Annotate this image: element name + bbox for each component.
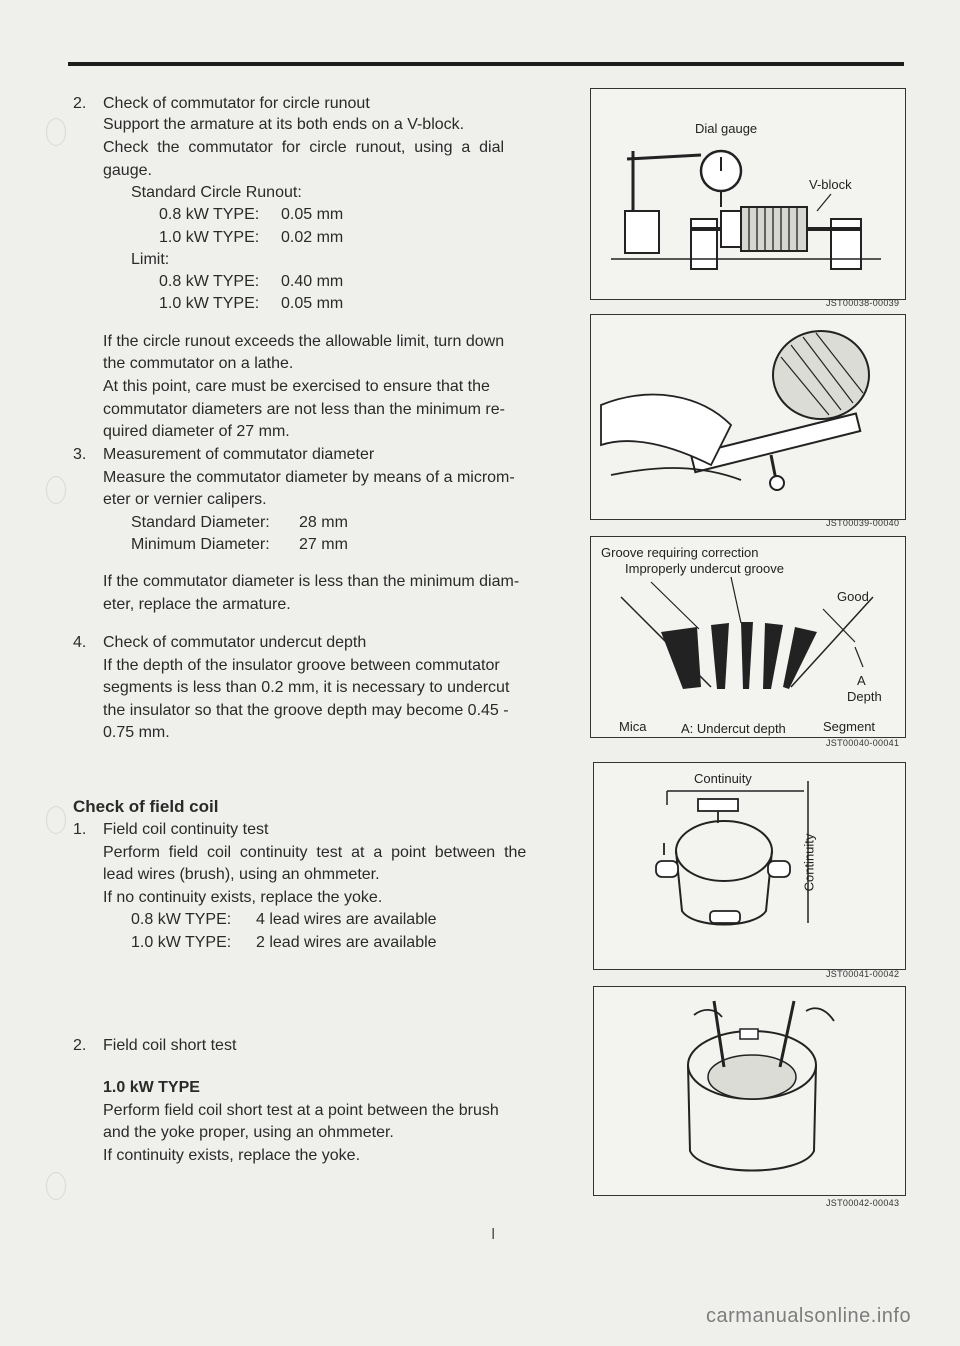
- segment-label: Segment: [823, 719, 876, 734]
- v-block-label: V-block: [809, 177, 852, 192]
- spec-type: 1.0 kW TYPE:: [159, 295, 260, 312]
- fc-item-1-line: Perform field coil continuity test at a point between the: [103, 844, 527, 861]
- figure-undercut: [590, 536, 906, 738]
- item-4-line: the insulator so that the groove depth may become 0.45 -: [103, 702, 509, 719]
- fc-item-1-line: lead wires (brush), using an ohmmeter.: [103, 866, 380, 883]
- figure-calipers: [590, 314, 906, 520]
- fc-item-2-title: Field coil short test: [103, 1037, 237, 1054]
- binder-hole: [46, 476, 66, 504]
- continuity-top-label: Continuity: [694, 771, 752, 786]
- item-3-line: Measure the commutator diameter by means of a microm-: [103, 469, 515, 486]
- binder-hole: [46, 1172, 66, 1200]
- item-3-line: eter or vernier calipers.: [103, 491, 267, 508]
- field-coil-heading: Check of field coil: [73, 797, 219, 816]
- spec-value: 0.40 mm: [281, 273, 344, 290]
- note-line: commutator diameters are not less than the minimum re-: [103, 401, 505, 418]
- watermark: carmanualsonline.info: [706, 1305, 912, 1327]
- spec-type: 1.0 kW TYPE:: [159, 229, 260, 246]
- figure-code: JST00038-00039: [826, 298, 900, 308]
- continuity-side-label: Continuity: [801, 833, 817, 892]
- calipers-illustration: [591, 315, 905, 519]
- note-line: eter, replace the armature.: [103, 596, 291, 613]
- spec-value: 28 mm: [299, 514, 348, 531]
- spec-label: Minimum Diameter:: [131, 536, 270, 553]
- figure-code: JST00042-00043: [826, 1198, 900, 1208]
- figure-dial-gauge: [590, 88, 906, 300]
- item-2-line: gauge.: [103, 162, 152, 179]
- short-test-illustration: [594, 987, 905, 1195]
- spec-type: 0.8 kW TYPE:: [159, 273, 260, 290]
- spec-value: 2 lead wires are available: [256, 934, 437, 951]
- fc-item-2-line: Perform field coil short test at a point between the brush: [103, 1102, 499, 1119]
- spec-label: Standard Diameter:: [131, 514, 270, 531]
- a-label: A: [857, 673, 866, 688]
- fc-item-2-number: 2.: [73, 1037, 87, 1054]
- note-line: If the commutator diameter is less than the minimum diam-: [103, 573, 520, 590]
- figure-short-test: [593, 986, 906, 1196]
- item-4-title: Check of commutator undercut depth: [103, 634, 367, 651]
- binder-hole: [46, 118, 66, 146]
- spec-type: 1.0 kW TYPE:: [131, 934, 232, 951]
- continuity-illustration: [594, 763, 905, 969]
- figure-continuity: [593, 762, 906, 970]
- standard-runout-label: Standard Circle Runout:: [131, 184, 302, 201]
- fc-item-2-subheading: 1.0 kW TYPE: [103, 1079, 200, 1096]
- fc-item-2-line: If continuity exists, replace the yoke.: [103, 1147, 361, 1164]
- item-4-number: 4.: [73, 634, 87, 651]
- spec-type: 0.8 kW TYPE:: [159, 206, 260, 223]
- fc-item-1-number: 1.: [73, 821, 87, 838]
- item-2-line: Check the commutator for circle runout, using a dial: [103, 139, 505, 156]
- note-line: quired diameter of 27 mm.: [103, 423, 290, 440]
- figure-code: JST00040-00041: [826, 738, 900, 748]
- limit-label: Limit:: [131, 251, 170, 268]
- fc-item-1-line: If no continuity exists, replace the yoke.: [103, 889, 383, 906]
- fc-item-2-line: and the yoke proper, using an ohmmeter.: [103, 1124, 394, 1141]
- item-3-number: 3.: [73, 446, 87, 463]
- item-2-title: Check of commutator for circle runout: [103, 95, 370, 112]
- item-4-line: If the depth of the insulator groove between commutator: [103, 657, 500, 674]
- undercut-depth-label: A: Undercut depth: [681, 721, 786, 736]
- item-2-number: 2.: [73, 95, 87, 112]
- note-line: If the circle runout exceeds the allowable limit, turn down: [103, 333, 505, 350]
- top-rule: [68, 62, 904, 66]
- figure-code: JST00039-00040: [826, 518, 900, 528]
- item-4-line: segments is less than 0.2 mm, it is necessary to undercut: [103, 679, 510, 696]
- improper-groove-label: Improperly undercut groove: [625, 561, 784, 576]
- figure-code: JST00041-00042: [826, 969, 900, 979]
- spec-value: 0.05 mm: [281, 295, 344, 312]
- depth-label: Depth: [847, 689, 882, 704]
- item-2-line: Support the armature at its both ends on a V-block.: [103, 116, 465, 133]
- binder-hole: [46, 806, 66, 834]
- mica-label: Mica: [619, 719, 647, 734]
- fc-item-1-title: Field coil continuity test: [103, 821, 269, 838]
- item-4-line: 0.75 mm.: [103, 724, 170, 741]
- spec-value: 0.02 mm: [281, 229, 344, 246]
- item-3-title: Measurement of commutator diameter: [103, 446, 375, 463]
- spec-value: 0.05 mm: [281, 206, 344, 223]
- page-mark: I: [491, 1226, 496, 1243]
- spec-value: 27 mm: [299, 536, 348, 553]
- spec-value: 4 lead wires are available: [256, 911, 437, 928]
- note-line: the commutator on a lathe.: [103, 355, 294, 372]
- dial-gauge-label: Dial gauge: [695, 121, 758, 136]
- spec-type: 0.8 kW TYPE:: [131, 911, 232, 928]
- note-line: At this point, care must be exercised to ensure that the: [103, 378, 490, 395]
- groove-requiring-label: Groove requiring correction: [601, 545, 759, 560]
- good-label: Good: [837, 589, 869, 604]
